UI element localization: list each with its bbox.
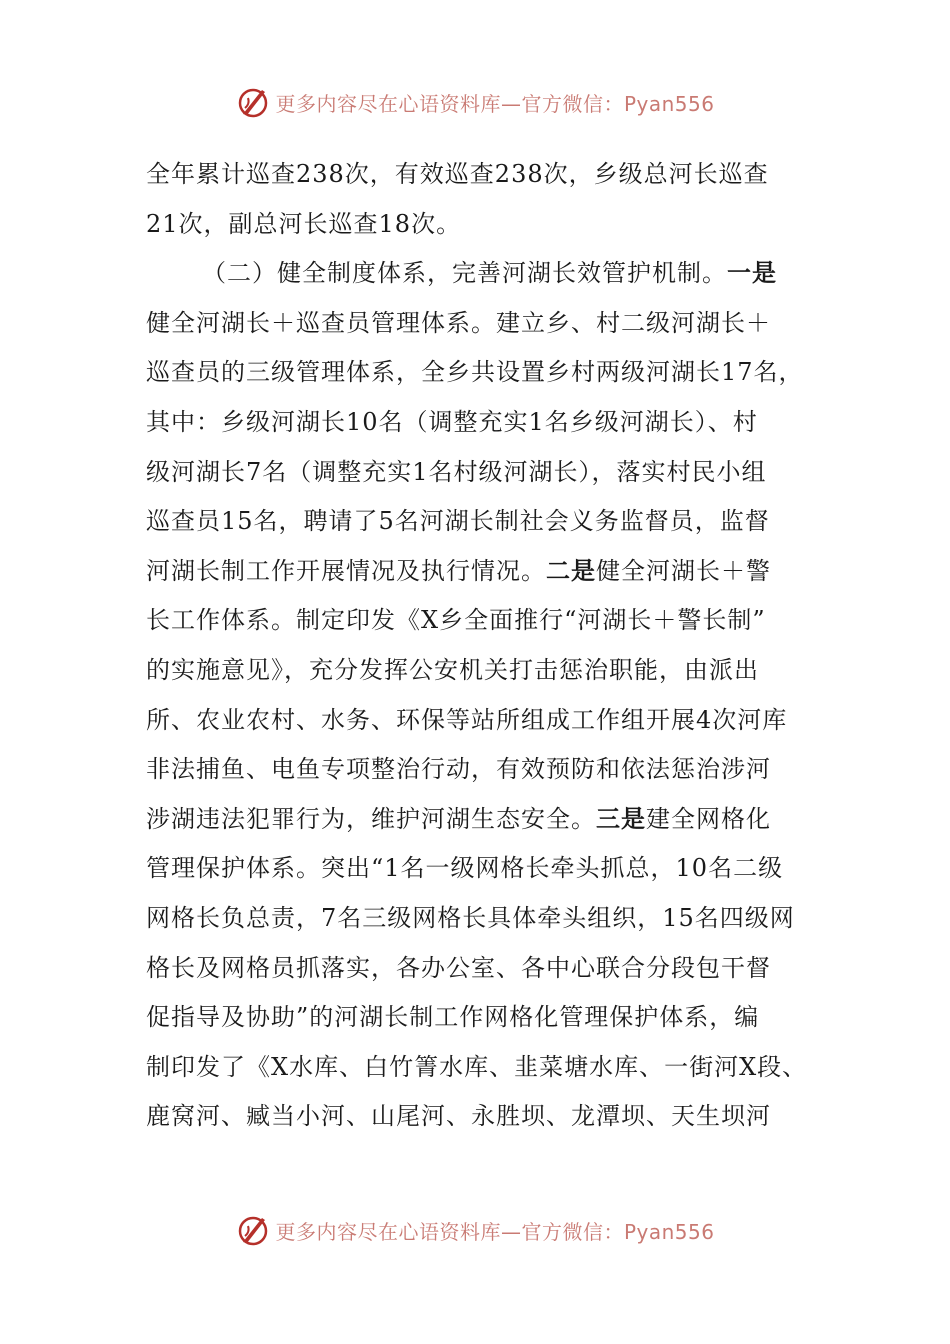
text-line: 网格长负总责，7名三级网格长具体牵头组织，15名四级网 — [146, 903, 795, 932]
text-line: 巡查员15名，聘请了5名河湖长制社会义务监督员，监督 — [146, 507, 770, 536]
text-line: 涉湖违法犯罪行为，维护河湖生态安全。三是建全网格化 — [146, 804, 771, 833]
text-line: 21次，副总河长巡查18次。 — [146, 209, 462, 238]
text-line: 管理保护体系。突出“1名一级网格长牵头抓总，10名二级 — [146, 854, 784, 883]
emphasis-second: 二是 — [546, 556, 596, 585]
text-line: 河湖长制工作开展情况及执行情况。二是健全河湖长＋警 — [146, 556, 771, 585]
header-watermark — [0, 82, 950, 122]
emphasis-third: 三是 — [596, 804, 646, 833]
footer-watermark-text: 更多内容尽在心语资料库—官方微信：Pyan556 — [275, 1219, 715, 1244]
text-line: （二）健全制度体系，完善河湖长效管护机制。一是 — [202, 259, 777, 288]
document-body — [146, 150, 814, 1142]
quill-logo-icon — [235, 1212, 271, 1248]
text-line: 级河湖长7名（调整充实1名村级河湖长），落实村民小组 — [146, 457, 767, 486]
text-line: 促指导及协助”的河湖长制工作网格化管理保护体系，编 — [146, 1003, 760, 1032]
text-line: 鹿窝河、臧当小河、山尾河、永胜坝、龙潭坝、天生坝河 — [146, 1102, 771, 1131]
text-line: 制印发了《X水库、白竹箐水库、韭菜塘水库、一街河X段、 — [146, 1052, 808, 1081]
header-watermark-text: 更多内容尽在心语资料库—官方微信：Pyan556 — [275, 91, 715, 116]
emphasis-first: 一是 — [727, 259, 777, 288]
footer-watermark — [0, 1210, 950, 1250]
text-line: 所、农业农村、水务、环保等站所组成工作组开展4次河库 — [146, 705, 788, 734]
text-line: 长工作体系。制定印发《X乡全面推行“河湖长＋警长制” — [146, 606, 766, 635]
text-line: 格长及网格员抓落实，各办公室、各中心联合分段包干督 — [146, 953, 771, 982]
text-line: 的实施意见》，充分发挥公安机关打击惩治职能，由派出 — [146, 655, 759, 684]
text-line: 健全河湖长＋巡查员管理体系。建立乡、村二级河湖长＋ — [146, 308, 771, 337]
text-line: 非法捕鱼、电鱼专项整治行动，有效预防和依法惩治涉河 — [146, 755, 771, 784]
quill-logo-icon — [235, 84, 271, 120]
text-line: 全年累计巡查238次，有效巡查238次，乡级总河长巡查 — [146, 160, 769, 188]
text-line: 其中：乡级河湖长10名（调整充实1名乡级河湖长）、村 — [146, 407, 758, 436]
text-line: 巡查员的三级管理体系，全乡共设置乡村两级河湖长17名， — [146, 358, 804, 387]
